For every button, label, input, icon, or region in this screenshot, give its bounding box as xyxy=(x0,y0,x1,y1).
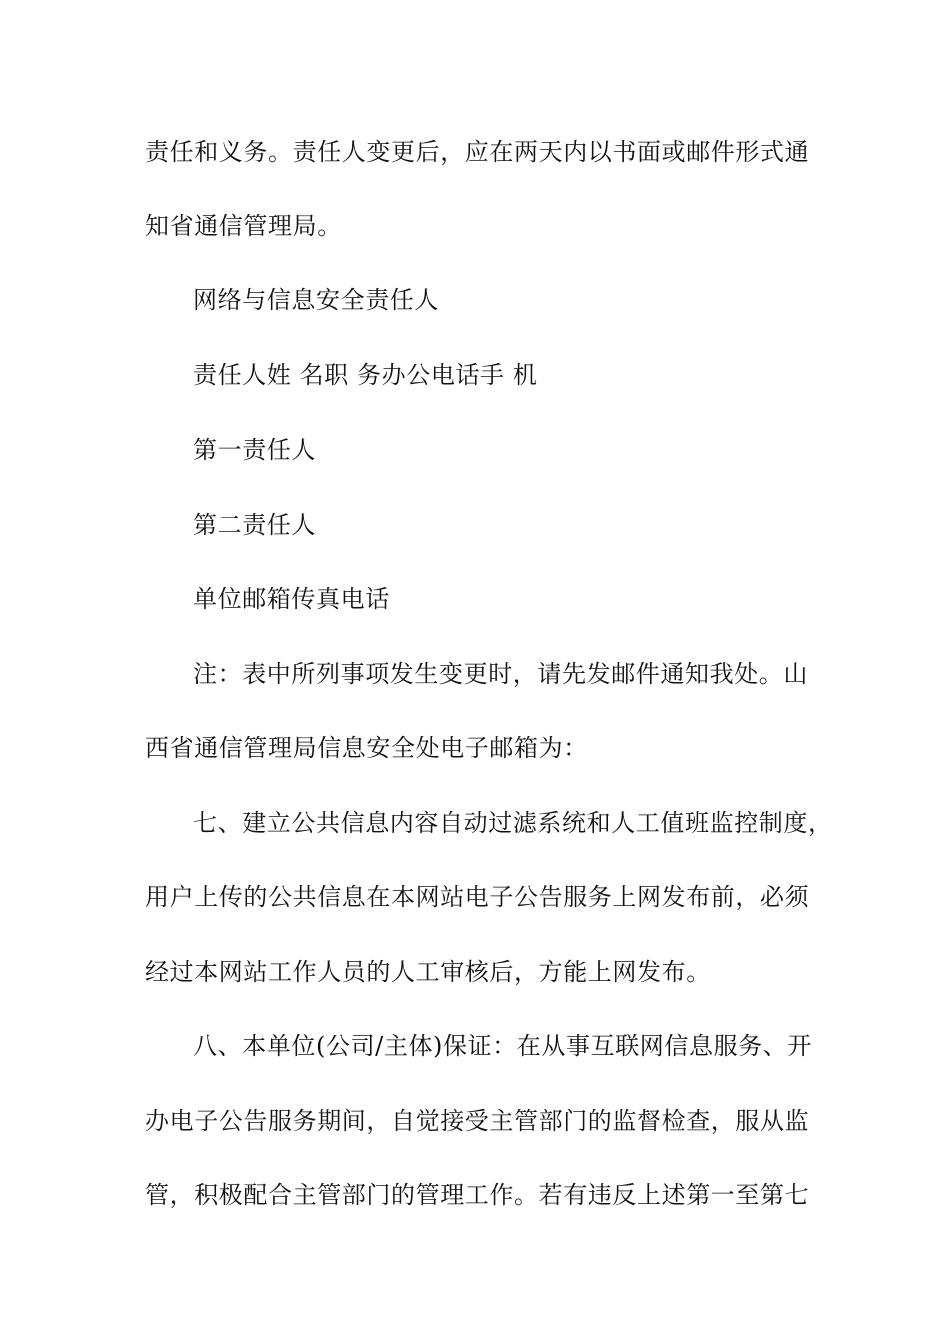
table-row-label: 第一责任人 xyxy=(193,436,316,464)
note-line: 注：表中所列事项发生变更时，请先发邮件通知我处。山 xyxy=(193,660,808,688)
section-heading: 网络与信息安全责任人 xyxy=(193,286,439,314)
table-row-label: 第二责任人 xyxy=(193,511,316,539)
paragraph-line: 用户上传的公共信息在本网站电子公告服务上网发布前，必须 xyxy=(145,883,810,911)
paragraph-line: 管，积极配合主管部门的管理工作。若有违反上述第一至第七 xyxy=(145,1181,810,1209)
table-header-line: 责任人姓 名职 务办公电话手 机 xyxy=(193,361,538,389)
paragraph-line: 经过本网站工作人员的人工审核后，方能上网发布。 xyxy=(145,958,711,986)
paragraph-line: 办电子公告服务期间，自觉接受主管部门的监督检查，服从监 xyxy=(145,1107,810,1135)
paragraph-line: 八、本单位(公司/主体)保证：在从事互联网信息服务、开 xyxy=(193,1032,813,1060)
paragraph-line: 知省通信管理局。 xyxy=(145,212,342,240)
paragraph-line: 责任和义务。责任人变更后，应在两天内以书面或邮件形式通 xyxy=(145,138,810,166)
table-row-label: 单位邮箱传真电话 xyxy=(193,585,390,613)
paragraph-line: 七、建立公共信息内容自动过滤系统和人工值班监控制度， xyxy=(193,809,833,837)
note-line: 西省通信管理局信息安全处电子邮箱为： xyxy=(145,734,588,762)
